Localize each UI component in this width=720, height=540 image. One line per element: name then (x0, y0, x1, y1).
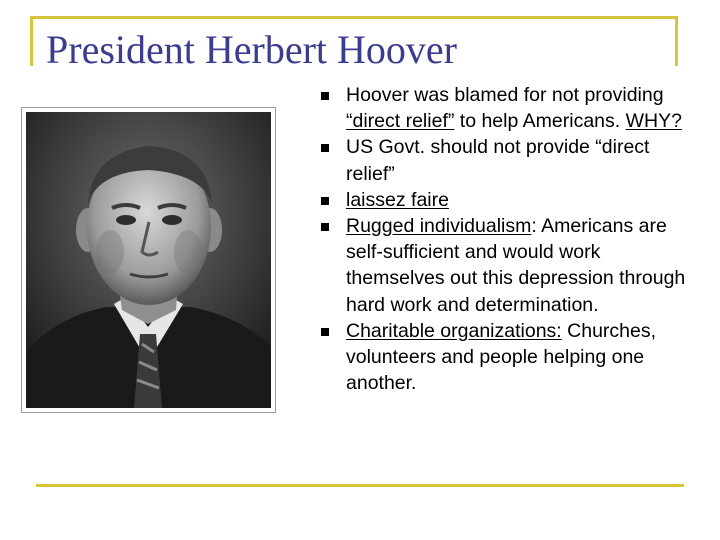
bullet-text: : Americans are self-sufficient and would work themselves out this depression through hard work and determination. (346, 215, 686, 316)
hoover-portrait (21, 107, 276, 413)
left-border-line (30, 16, 33, 66)
square-bullet-icon (321, 92, 329, 100)
bottom-border-line (36, 484, 684, 487)
bullet-item-direct-relief (318, 82, 688, 134)
bullet-item-charitable-organizations (318, 318, 688, 397)
top-border-line (30, 16, 678, 19)
bullet-text: Hoover was blamed for not providing (346, 84, 664, 106)
bullet-text: Churches, volunteers and people helping one another. (346, 319, 657, 395)
square-bullet-icon (321, 144, 329, 152)
bullet-list (318, 82, 688, 396)
why-link[interactable]: WHY? (625, 110, 682, 133)
laissez-faire-link[interactable]: laissez faire (346, 188, 449, 211)
rugged-individualism-link[interactable]: Rugged individualism (346, 215, 532, 238)
square-bullet-icon (321, 197, 329, 205)
bullet-item-rugged-individualism (318, 213, 688, 318)
bullet-item-us-govt (318, 134, 688, 186)
square-bullet-icon (321, 223, 329, 231)
bullet-text: US Govt. should not provide “direct relief” (346, 136, 650, 185)
bullet-item-laissez-faire (318, 187, 688, 213)
charitable-organizations-link[interactable]: Charitable organizations: (346, 319, 562, 342)
portrait-photo-icon (26, 112, 271, 408)
right-border-line (675, 16, 678, 66)
square-bullet-icon (321, 328, 329, 336)
slide-title: President Herbert Hoover (46, 26, 463, 74)
direct-relief-link[interactable]: “direct relief” (346, 110, 455, 133)
bullet-text: to help Americans. (454, 110, 626, 133)
